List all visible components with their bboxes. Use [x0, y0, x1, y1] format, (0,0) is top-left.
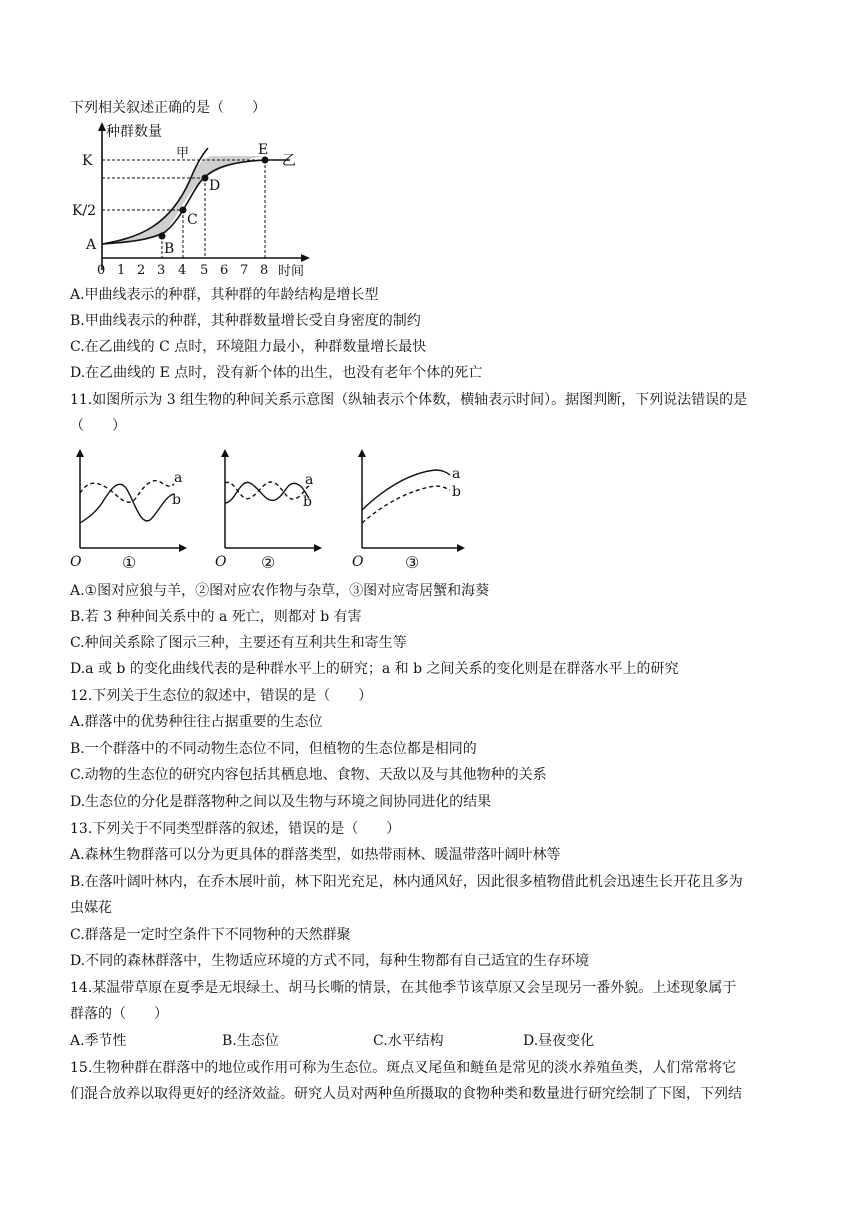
svg-text:O: O	[215, 554, 227, 570]
svg-text:7: 7	[240, 263, 249, 278]
q10-option-c: C.在乙曲线的 C 点时，环境阻力最小，种群数量增长最快	[70, 339, 427, 355]
y-axis-title: 种群数量	[106, 124, 162, 140]
svg-text:a: a	[452, 466, 461, 482]
svg-text:6: 6	[220, 263, 229, 278]
curve-a	[362, 470, 450, 510]
svg-text:0: 0	[97, 263, 106, 278]
q11-option-a: A.①图对应狼与羊，②图对应农作物与杂草，③图对应寄居蟹和海葵	[70, 583, 490, 599]
q10-option-a: A.甲曲线表示的种群，其种群的年龄结构是增长型	[70, 287, 379, 303]
q13-stem: 13.下列关于不同类型群落的叙述，错误的是（ ）	[70, 821, 401, 837]
curve-a	[80, 481, 174, 503]
point-b	[159, 233, 166, 240]
q13-option-c: C.群落是一定时空条件下不同物种的天然群聚	[70, 927, 351, 943]
q13-option-b: B.在落叶阔叶林内，在乔木展叶前，林下阳光充足，林内通风好，因此很多植物借此机会迅速生长开花且多为	[70, 874, 743, 890]
q14-stem: 14.某温带草原在夏季是无垠绿土、胡马长嘶的情景，在其他季节该草原又会呈现另一番外貌。上述现象属于	[70, 980, 737, 996]
q11-graph-2	[215, 448, 325, 573]
svg-text:8: 8	[260, 263, 269, 278]
q10-population-graph	[72, 120, 320, 280]
svg-text:O: O	[70, 554, 82, 570]
q11-option-c: C.种间关系除了图示三种，主要还有互利共生和寄生等	[70, 635, 407, 651]
y-tick-k2: K/2	[72, 203, 97, 219]
q14-option-a: A.季节性	[70, 1033, 127, 1049]
point-label-d: D	[209, 178, 221, 194]
svg-text:5: 5	[200, 263, 209, 278]
svg-text:1: 1	[117, 263, 126, 278]
svg-text:a: a	[305, 472, 314, 488]
q12-stem: 12.下列关于生态位的叙述中，错误的是（ ）	[70, 688, 373, 704]
curve-label-jia: 甲	[176, 146, 190, 161]
q11-stem-cont: （ ）	[70, 418, 126, 434]
q11-graph-3	[350, 448, 470, 573]
x-axis-title: 时间	[278, 264, 305, 279]
q14-option-b: B.生态位	[222, 1033, 279, 1049]
svg-text:3: 3	[157, 263, 166, 278]
q13-option-d: D.不同的森林群落中，生物适应环境的方式不同，每种生物都有自己适宜的生存环境	[70, 953, 590, 969]
q13-option-b-cont: 虫媒花	[70, 900, 112, 916]
point-label-c: C	[187, 212, 198, 228]
svg-text:b: b	[172, 492, 181, 508]
point-c	[180, 207, 187, 214]
curve-b	[225, 482, 309, 503]
q14-option-d: D.昼夜变化	[523, 1033, 595, 1049]
q11-graph-1	[70, 448, 190, 573]
q12-option-d: D.生态位的分化是群落物种之间以及生物与环境之间协同进化的结果	[70, 794, 492, 810]
q14-stem-cont: 群落的（ ）	[70, 1006, 168, 1022]
point-label-e: E	[258, 142, 269, 158]
x-axis-arrow	[301, 254, 310, 262]
x-ticks	[97, 263, 268, 278]
point-label-a: A	[86, 237, 97, 253]
q12-option-c: C.动物的生态位的研究内容包括其栖息地、食物、天敌以及与其他物种的关系	[70, 767, 547, 783]
y-axis-arrow	[98, 122, 106, 131]
q10-option-d: D.在乙曲线的 E 点时，没有新个体的出生，也没有老年个体的死亡	[70, 365, 483, 381]
q10-stem: 下列相关叙述正确的是（ ）	[70, 100, 266, 116]
svg-text:a: a	[174, 470, 183, 486]
svg-text:b: b	[303, 494, 312, 510]
svg-text:b: b	[452, 484, 461, 500]
svg-text:③: ③	[405, 553, 420, 572]
q11-stem: 11.如图所示为 3 组生物的种间关系示意图（纵轴表示个体数，横轴表示时间）。据图判断，下列说法错误的是	[70, 392, 748, 408]
point-label-b: B	[164, 241, 175, 257]
q14-option-c: C.水平结构	[373, 1033, 444, 1049]
q10-option-b: B.甲曲线表示的种群，其种群数量增长受自身密度的制约	[70, 313, 421, 329]
svg-text:2: 2	[137, 263, 146, 278]
curve-b	[80, 484, 174, 523]
q12-option-b: B.一个群落中的不同动物生态位不同，但植物的生态位都是相同的	[70, 741, 477, 757]
y-tick-k: K	[82, 153, 93, 169]
svg-text:②: ②	[261, 553, 276, 572]
svg-text:4: 4	[178, 263, 187, 278]
q15-stem: 15.生物种群在群落中的地位或作用可称为生态位。斑点叉尾鱼和鲢鱼是常见的淡水养殖鱼类，人们常常将它	[70, 1060, 737, 1076]
curve-b	[362, 486, 450, 523]
svg-text:①: ①	[122, 553, 137, 572]
curve-label-yi: 乙	[282, 153, 296, 169]
q15-stem-cont: 们混合放养以取得更好的经济效益。研究人员对两种鱼所摄取的食物种类和数量进行研究绘制了下图，下列结	[70, 1086, 742, 1102]
q11-option-b: B.若 3 种种间关系中的 a 死亡，则都对 b 有害	[70, 609, 362, 625]
q12-option-a: A.群落中的优势种往往占据重要的生态位	[70, 714, 323, 730]
point-d	[202, 175, 209, 182]
q11-option-d: D.a 或 b 的变化曲线代表的是种群水平上的研究；a 和 b 之间关系的变化则是在群落水平上的研究	[70, 661, 679, 677]
svg-text:O: O	[352, 554, 364, 570]
q13-option-a: A.森林生物群落可以分为更具体的群落类型，如热带雨林、暖温带落叶阔叶林等	[70, 847, 561, 863]
